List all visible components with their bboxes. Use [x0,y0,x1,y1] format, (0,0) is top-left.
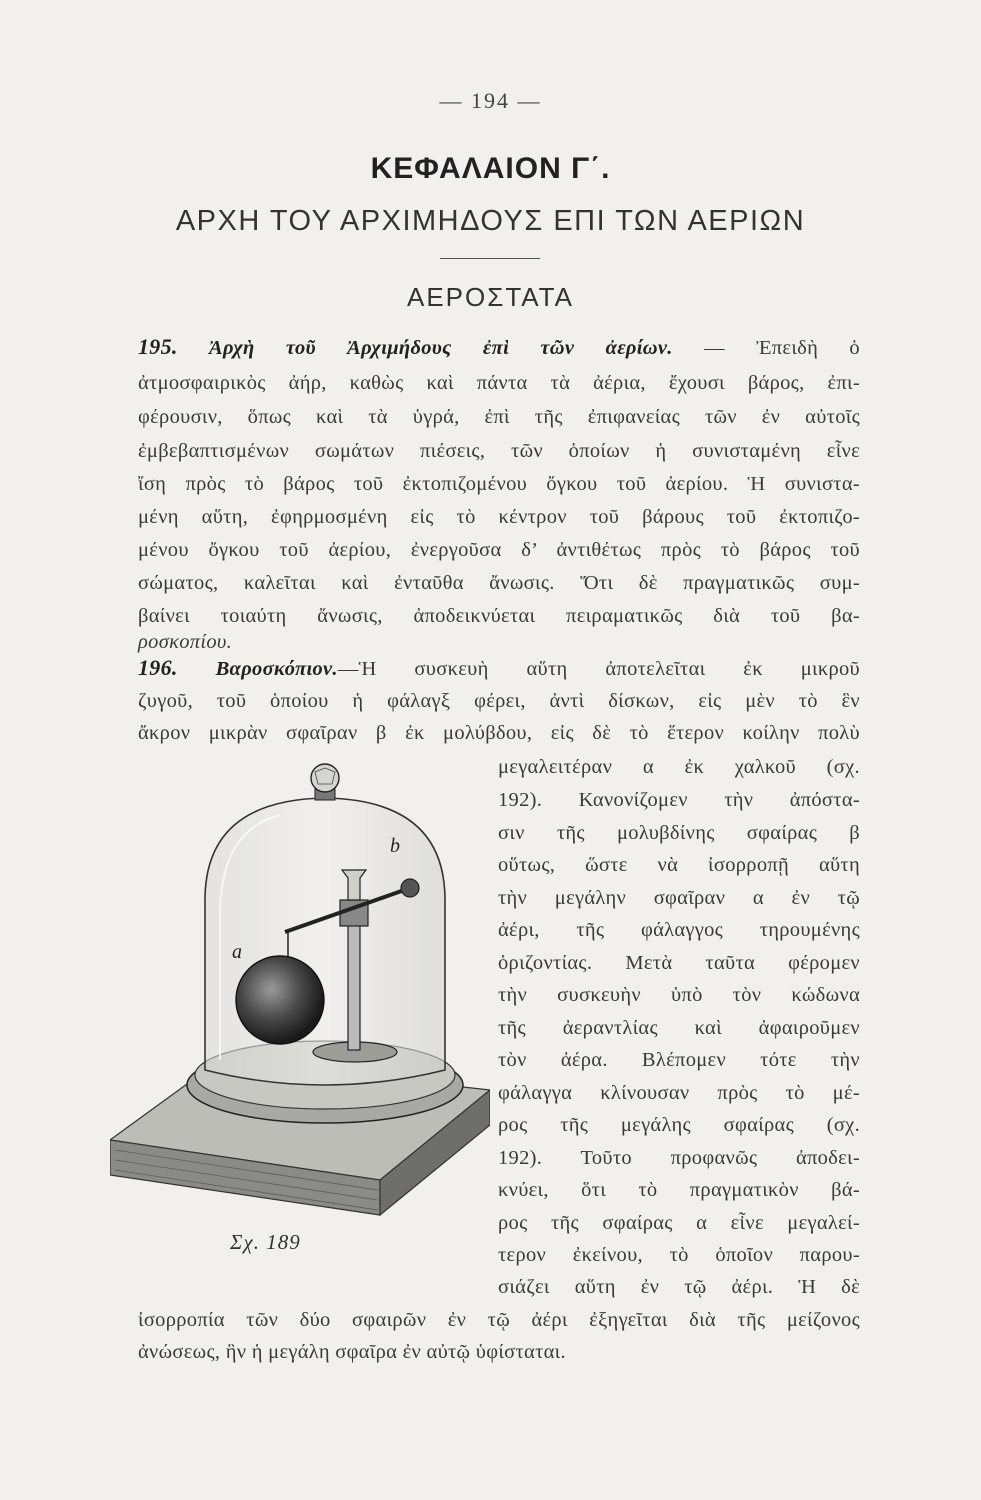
para-195-line: ἐμβεβαπτισμένων σωμάτων πιέσεις, τῶν ὁποίων ἡ συνισταμένη εἶνε [138,440,860,462]
para-196-line-1 [138,653,860,684]
para-196-line: τῆς ἀεραντλίας καὶ ἀφαιροῦμεν [498,1017,860,1039]
para-196-line: τερον ἐκείνου, τὸ ὁποῖον παρου- [498,1244,860,1266]
para-196-line: τὸν ἀέρα. Βλέπομεν τότε τὴν [498,1049,860,1071]
para-196-line: φάλαγγα κλίνουσαν πρὸς τὸ μέ- [498,1082,860,1104]
para-196-line: ὁριζοντίας. Μετὰ ταῦτα φέρομεν [498,952,860,974]
para-196-line: σιάζει αὕτη ἐν τῷ ἀέρι. Ἡ δὲ [498,1276,860,1298]
para-196-line: ρος τῆς σφαίρας α εἶνε μεγαλεί- [498,1212,860,1234]
page-number: — 194 — [439,88,542,113]
para-196-line: ρος τῆς μεγάλης σφαίρας (σχ. [498,1114,860,1136]
para-195-line: ἀτμοσφαιρικὸς ἀήρ, καθὼς καὶ πάντα τὰ ἀέρια, ἔχουσι βάρος, ἐπι- [138,372,860,394]
para-196-number: 196. [138,655,178,680]
para-195-line: μένου ὄγκου τοῦ ἀερίου, ἐνεργοῦσα δ’ ἀντιθέτως πρὸς τὸ βάρος τοῦ [138,539,860,561]
figure-caption: Σχ. 189 [230,1230,301,1254]
para-196-line: ζυγοῦ, τοῦ ὁποίου ἡ φάλαγξ φέρει, ἀντὶ δίσκων, εἰς μὲν τὸ ἓν [138,690,860,712]
para-195-number: 195. [138,334,178,359]
para-196-line: κνύει, ὅτι τὸ πραγματικὸν βά- [498,1179,860,1201]
para-196-line: ἰσορροπία τῶν δύο σφαιρῶν ἐν τῷ ἀέρι ἐξηγεῖται διὰ τῆς μείζονος [138,1309,860,1331]
para-195-line-1 [138,332,860,363]
para-195-line: φέρουσιν, ὅπως καὶ τὰ ὑγρά, ἐπὶ τῆς ἐπιφανείας τῶν ἐν αὐτοῖς [138,406,860,428]
large-sphere-a [236,956,324,1044]
small-sphere-b [401,879,419,897]
label-a: a [232,941,242,963]
para-196-line-1-text: —Ἡ συσκευὴ αὕτη ἀποτελεῖται ἐκ μικροῦ [337,658,860,680]
para-195-line: ἴση πρὸς τὸ βάρος τοῦ ἐκτοπιζομένου ὄγκου τοῦ ἀερίου. Ἡ συνιστα- [138,473,860,495]
para-195-line: μένη αὕτη, ἐφηρμοσμένη εἰς τὸ κέντρον τοῦ βάρους τοῦ ἐκτοπιζο- [138,506,860,528]
para-195-line-1-text: — Ἐπειδὴ ὁ [704,337,860,359]
para-196-line: 192). Τοῦτο προφανῶς ἀποδει- [498,1147,860,1169]
para-196-line: σιν τῆς μολυβδίνης σφαίρας β [498,822,860,844]
para-195-line: σώματος, καλεῖται καὶ ἐνταῦθα ἄνωσις. Ὅτι δὲ πραγματικῶς συμ- [138,572,860,594]
chapter-title: ΚΕΦΑΛΑΙΟΝ Γ΄. [370,152,611,185]
baroscope-figure [110,760,490,1230]
para-196-line: ἀνώσεως, ἣν ἡ μεγάλη σφαῖρα ἐν αὐτῷ ὑφίσταται. [138,1341,566,1363]
para-196-line: οὕτως, ὥστε νὰ ἰσορροπῇ αὕτη [498,854,860,876]
para-196-line: ἀέρι, τῆς φάλαγγος τηρουμένης [498,919,860,941]
para-195-title: Ἀρχὴ τοῦ Ἀρχιμήδους ἐπὶ τῶν ἀερίων. [209,337,673,359]
para-195-line: ροσκοπίου. [138,631,233,653]
para-195-line: βαίνει τοιαύτη ἄνωσις, ἀποδεικνύεται πειραματικῶς διὰ τοῦ βα- [138,605,860,627]
baroscope-illustration [110,760,490,1230]
section-heading: ΑΕΡΟΣΤΑΤΑ [407,282,574,312]
para-196-line: ἄκρον μικρὰν σφαῖραν β ἐκ μολύβδου, εἰς δὲ τὸ ἕτερον κοίλην πολὺ [138,722,860,744]
para-196-line: τὴν συσκευὴν ὑπὸ τὸν κώδωνα [498,984,860,1006]
label-b: b [390,835,400,857]
para-196-line: 192). Κανονίζομεν τὴν ἀπόστα- [498,789,860,811]
stand-post [348,910,360,1050]
para-196-line: μεγαλειτέραν α ἐκ χαλκοῦ (σχ. [498,756,860,778]
divider-rule [440,258,540,259]
para-196-line: τὴν μεγάλην σφαῖραν α ἐν τῷ [498,887,860,909]
para-196-title: Βαροσκόπιον. [215,658,338,680]
chapter-subtitle: ΑΡΧΗ ΤΟΥ ΑΡΧΙΜΗΔΟΥΣ ΕΠΙ ΤΩΝ ΑΕΡΙΩΝ [175,205,806,237]
